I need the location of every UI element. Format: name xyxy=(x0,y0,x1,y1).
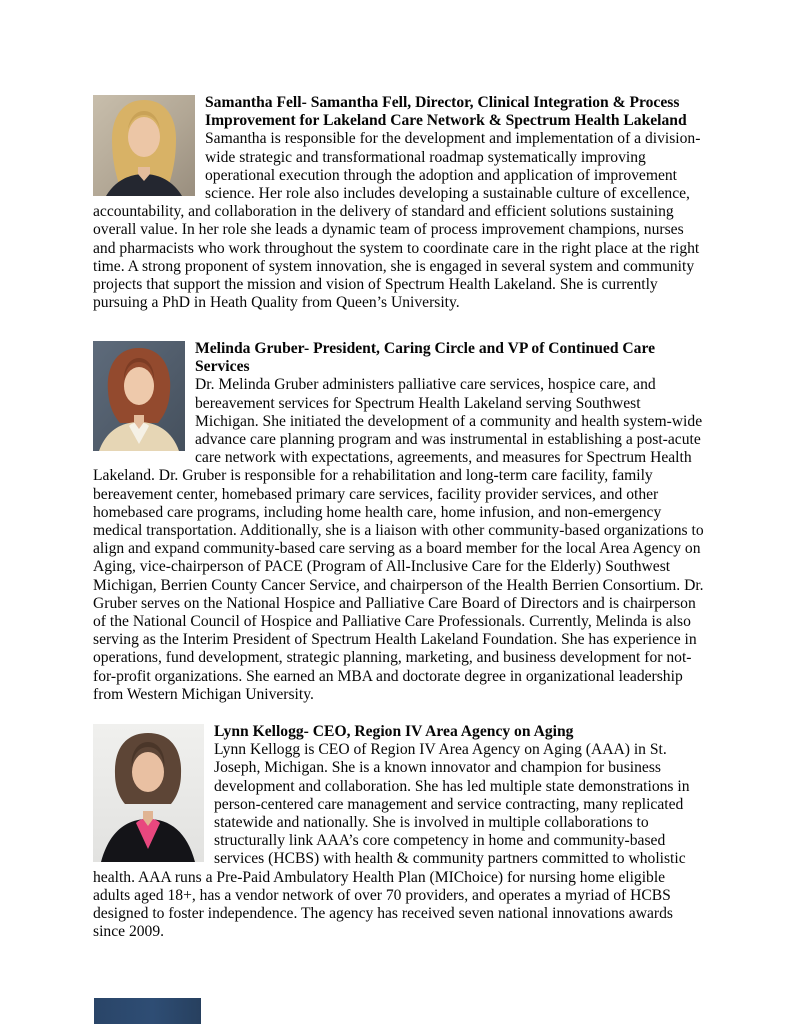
cutoff-next-photo-sliver xyxy=(94,998,201,1024)
samantha-fell-photo-illustration xyxy=(93,95,195,196)
bio-body-lynn-kellogg: Lynn Kellogg is CEO of Region IV Area Agency on Aging (AAA) in St. Joseph, Michigan. She is a known innovator and champion for business development and collaboration. She has led multiple state demonstrations in person-centered care management and service contracting, many replicated statewide and nationally. She is involved in multiple collaborations to structurally link AAA’s core competency in home and community-based services (HCBS) with health & community partners committed to wholistic health. AAA runs a Pre-Paid Ambulatory Health Plan (MIChoice) for nursing home eligible adults aged 18+, has a vendor network of over 70 providers, and operates a myriad of HCBS designed to foster independence. The agency has received seven national innovations awards since 2009. xyxy=(93,741,690,941)
bio-heading-lynn-kellogg: Lynn Kellogg- CEO, Region IV Area Agency on Aging xyxy=(214,723,574,740)
bio-body-melinda-gruber: Dr. Melinda Gruber administers palliative care services, hospice care, and bereavement services for Spectrum Health Lakeland serving Southwest Michigan. She initiated the development of a community and health system-wide advance care planning program and was instrumental in establishing a post-acute care network with expectations, agreements, and measures for Spectrum Health Lakeland. Dr. Gruber is responsible for a rehabilitation and long-term care facility, family bereavement center, homebased primary care services, facility provider services, and other homebased care programs, including home health care, home infusion, and non-emergency medical transportation. Additionally, she is a liaison with other community-based organizations to align and expand community-based care serving as a board member for the local Area Agency on Aging, vice-chairperson of PACE (Program of All-Inclusive Care for the Elderly) Southwest Michigan, Berrien County Cancer Service, and chairperson of the Health Berrien Consortium. Dr. Gruber serves on the National Hospice and Palliative Care Board of Directors and is chairperson of the National Council of Hospice and Palliative Care Professionals. Currently, Melinda is also serving as the Interim President of Spectrum Health Lakeland Foundation. She has experience in operations, fund development, strategic planning, marketing, and business development for not-for-profit organizations. She earned an MBA and doctorate degree in organizational leadership from Western Michigan University. xyxy=(93,376,704,703)
bio-body-samantha-fell: Samantha is responsible for the development and implementation of a division-wide strategic and transformational roadmap systematically improving operational execution through the adoption and application of improvement science. Her role also includes developing a sustainable culture of excellence, accountability, and collaboration in the delivery of standard and efficient solutions sustaining overall value. In her role she leads a dynamic team of process improvement champions, nurses and pharmacists who work throughout the system to coordinate care in the right place at the right time. A strong proponent of system innovation, she is engaged in several system and community projects that support the mission and vision of Spectrum Health Lakeland. She is currently pursuing a PhD in Heath Quality from Queen’s University. xyxy=(93,130,701,312)
headshot-samantha-fell xyxy=(93,95,195,196)
melinda-gruber-photo-illustration xyxy=(93,341,185,451)
headshot-lynn-kellogg xyxy=(93,724,204,862)
bio-heading-melinda-gruber: Melinda Gruber- President, Caring Circle and VP of Continued Care Services xyxy=(195,340,656,376)
headshot-melinda-gruber xyxy=(93,341,185,451)
bio-section-samantha-fell xyxy=(93,94,704,312)
lynn-kellogg-photo-illustration xyxy=(93,724,204,862)
bio-section-melinda-gruber xyxy=(93,340,704,704)
bio-section-lynn-kellogg xyxy=(93,723,704,941)
bio-heading-samantha-fell: Samantha Fell- Samantha Fell, Director, Clinical Integration & Process Improvement for Lakeland Care Network & Spectrum Health Lakeland xyxy=(205,94,687,130)
